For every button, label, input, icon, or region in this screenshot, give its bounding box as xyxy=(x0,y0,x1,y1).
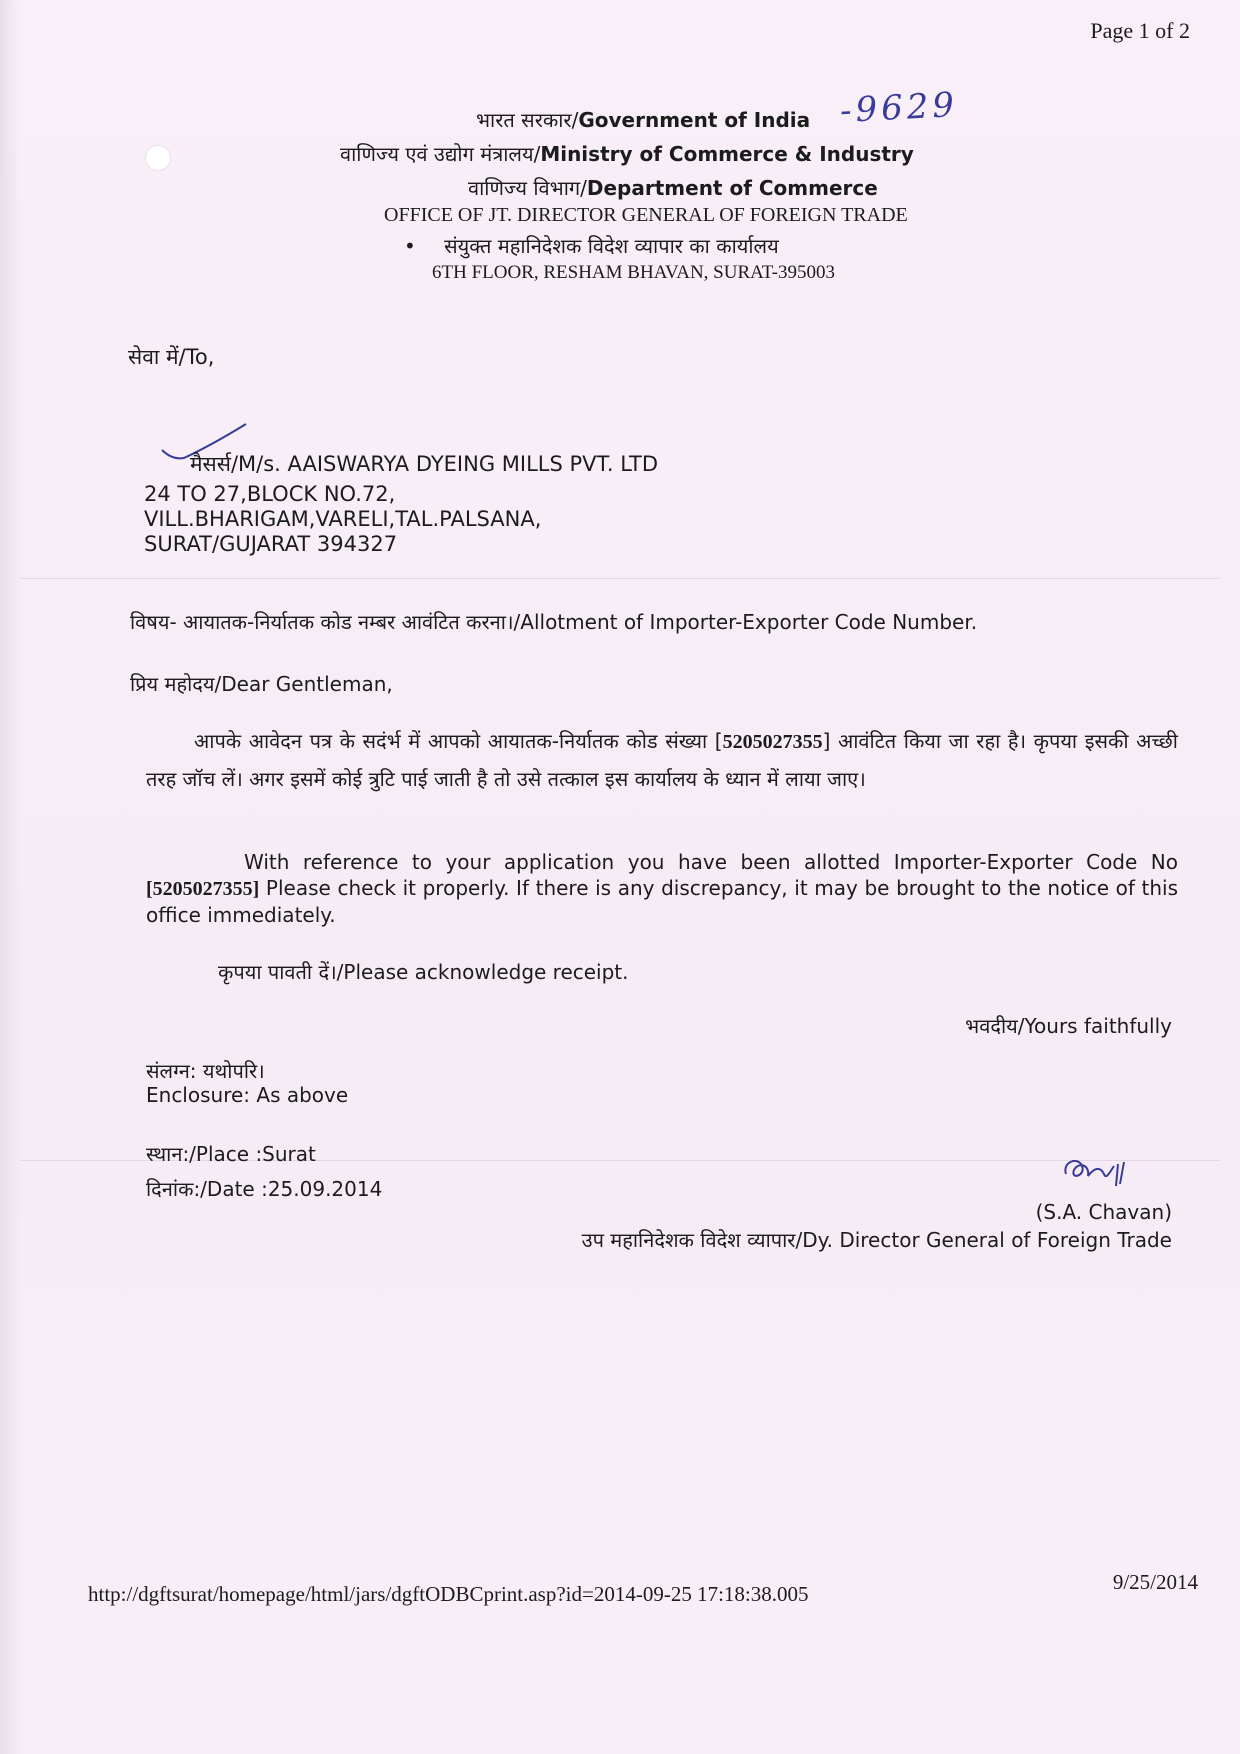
iec-code-english: [5205027355] xyxy=(146,878,260,900)
scan-edge-shadow xyxy=(0,0,22,1754)
signatory-title: उप महानिदेशक विदेश व्यापार/Dy. Director General of Foreign Trade xyxy=(581,1228,1172,1252)
header-department-hindi: वाणिज्य विभाग/ xyxy=(468,176,587,200)
footer-url: http://dgftsurat/homepage/html/jars/dgftODBCprint.asp?id=2014-09-25 17:18:38.005 xyxy=(88,1582,809,1606)
to-label: सेवा में/To, xyxy=(128,345,215,369)
date: दिनांक:/Date :25.09.2014 xyxy=(146,1177,383,1201)
hindi-body-paragraph xyxy=(146,723,1178,798)
header-address: 6TH FLOOR, RESHAM BHAVAN, SURAT-395003 xyxy=(432,262,835,283)
header-office-hindi-row xyxy=(404,232,779,259)
header-govt-english: Government of India xyxy=(578,108,811,132)
salutation: प्रिय महोदय/Dear Gentleman, xyxy=(130,672,393,696)
recipient-address-line-3: SURAT/GUJARAT 394327 xyxy=(144,532,398,556)
header-office-hindi: संयुक्त महानिदेशक विदेश व्यापार का कार्यालय xyxy=(444,234,779,258)
closing-yours-faithfully: भवदीय/Yours faithfully xyxy=(965,1014,1172,1038)
english-body-part-1: With reference to your application you have been allotted Importer-Exporter Code No xyxy=(244,850,1178,874)
recipient-address-line-1: 24 TO 27,BLOCK NO.72, xyxy=(144,482,396,506)
hindi-body-part-2: ] आवंटित किया जा रहा है। कृपया इसकी अच्छी तरह जॉच लें। अगर इसमें कोई त्रुटि पाई जाती है तो उसे तत्काल इस कार्यालय के ध्यान में लाया जाए। xyxy=(146,729,1178,791)
header-department-english: Department of Commerce xyxy=(586,176,878,200)
acknowledge-request: कृपया पावती दें।/Please acknowledge receipt. xyxy=(218,960,629,984)
header-department xyxy=(468,174,878,201)
hindi-body-part-1: आपके आवेदन पत्र के सदंर्भ में आपको आयातक-निर्यातक कोड संख्या [ xyxy=(194,729,723,753)
signatory-name: (S.A. Chavan) xyxy=(1035,1200,1172,1224)
fold-line xyxy=(20,578,1220,579)
recipient-address-line-2: VILL.BHARIGAM,VARELI,TAL.PALSANA, xyxy=(144,507,542,531)
enclosure-hindi: संलग्न: यथोपरि। xyxy=(146,1059,265,1083)
handwritten-reference-number: -9629 xyxy=(839,84,959,132)
recipient-name: मैसर्स/M/s. AAISWARYA DYEING MILLS PVT. LTD xyxy=(190,452,659,476)
punch-hole xyxy=(146,146,170,170)
iec-code-hindi: 5205027355 xyxy=(722,731,823,753)
place: स्थान:/Place :Surat xyxy=(146,1142,316,1166)
english-body-paragraph xyxy=(146,849,1178,928)
page-number: Page 1 of 2 xyxy=(1090,18,1190,43)
header-ministry-hindi: वाणिज्य एवं उद्योग मंत्रालय/ xyxy=(340,142,541,166)
bullet-icon: • xyxy=(404,234,416,258)
signature-icon xyxy=(1060,1152,1132,1194)
header-office: OFFICE OF JT. DIRECTOR GENERAL OF FOREIGN TRADE xyxy=(384,204,908,226)
header-ministry-english: Ministry of Commerce & Industry xyxy=(540,142,914,166)
english-body-part-2: Please check it properly. If there is any discrepancy, it may be brought to the notice of this office immediately. xyxy=(146,876,1178,927)
subject-line: विषय- आयातक-निर्यातक कोड नम्बर आवंटित करना।/Allotment of Importer-Exporter Code Number. xyxy=(130,610,978,634)
header-ministry xyxy=(340,140,914,167)
header-govt-hindi: भारत सरकार/ xyxy=(476,108,579,132)
header-govt xyxy=(476,106,810,133)
enclosure-english: Enclosure: As above xyxy=(146,1083,349,1107)
footer-date: 9/25/2014 xyxy=(1112,1570,1198,1594)
